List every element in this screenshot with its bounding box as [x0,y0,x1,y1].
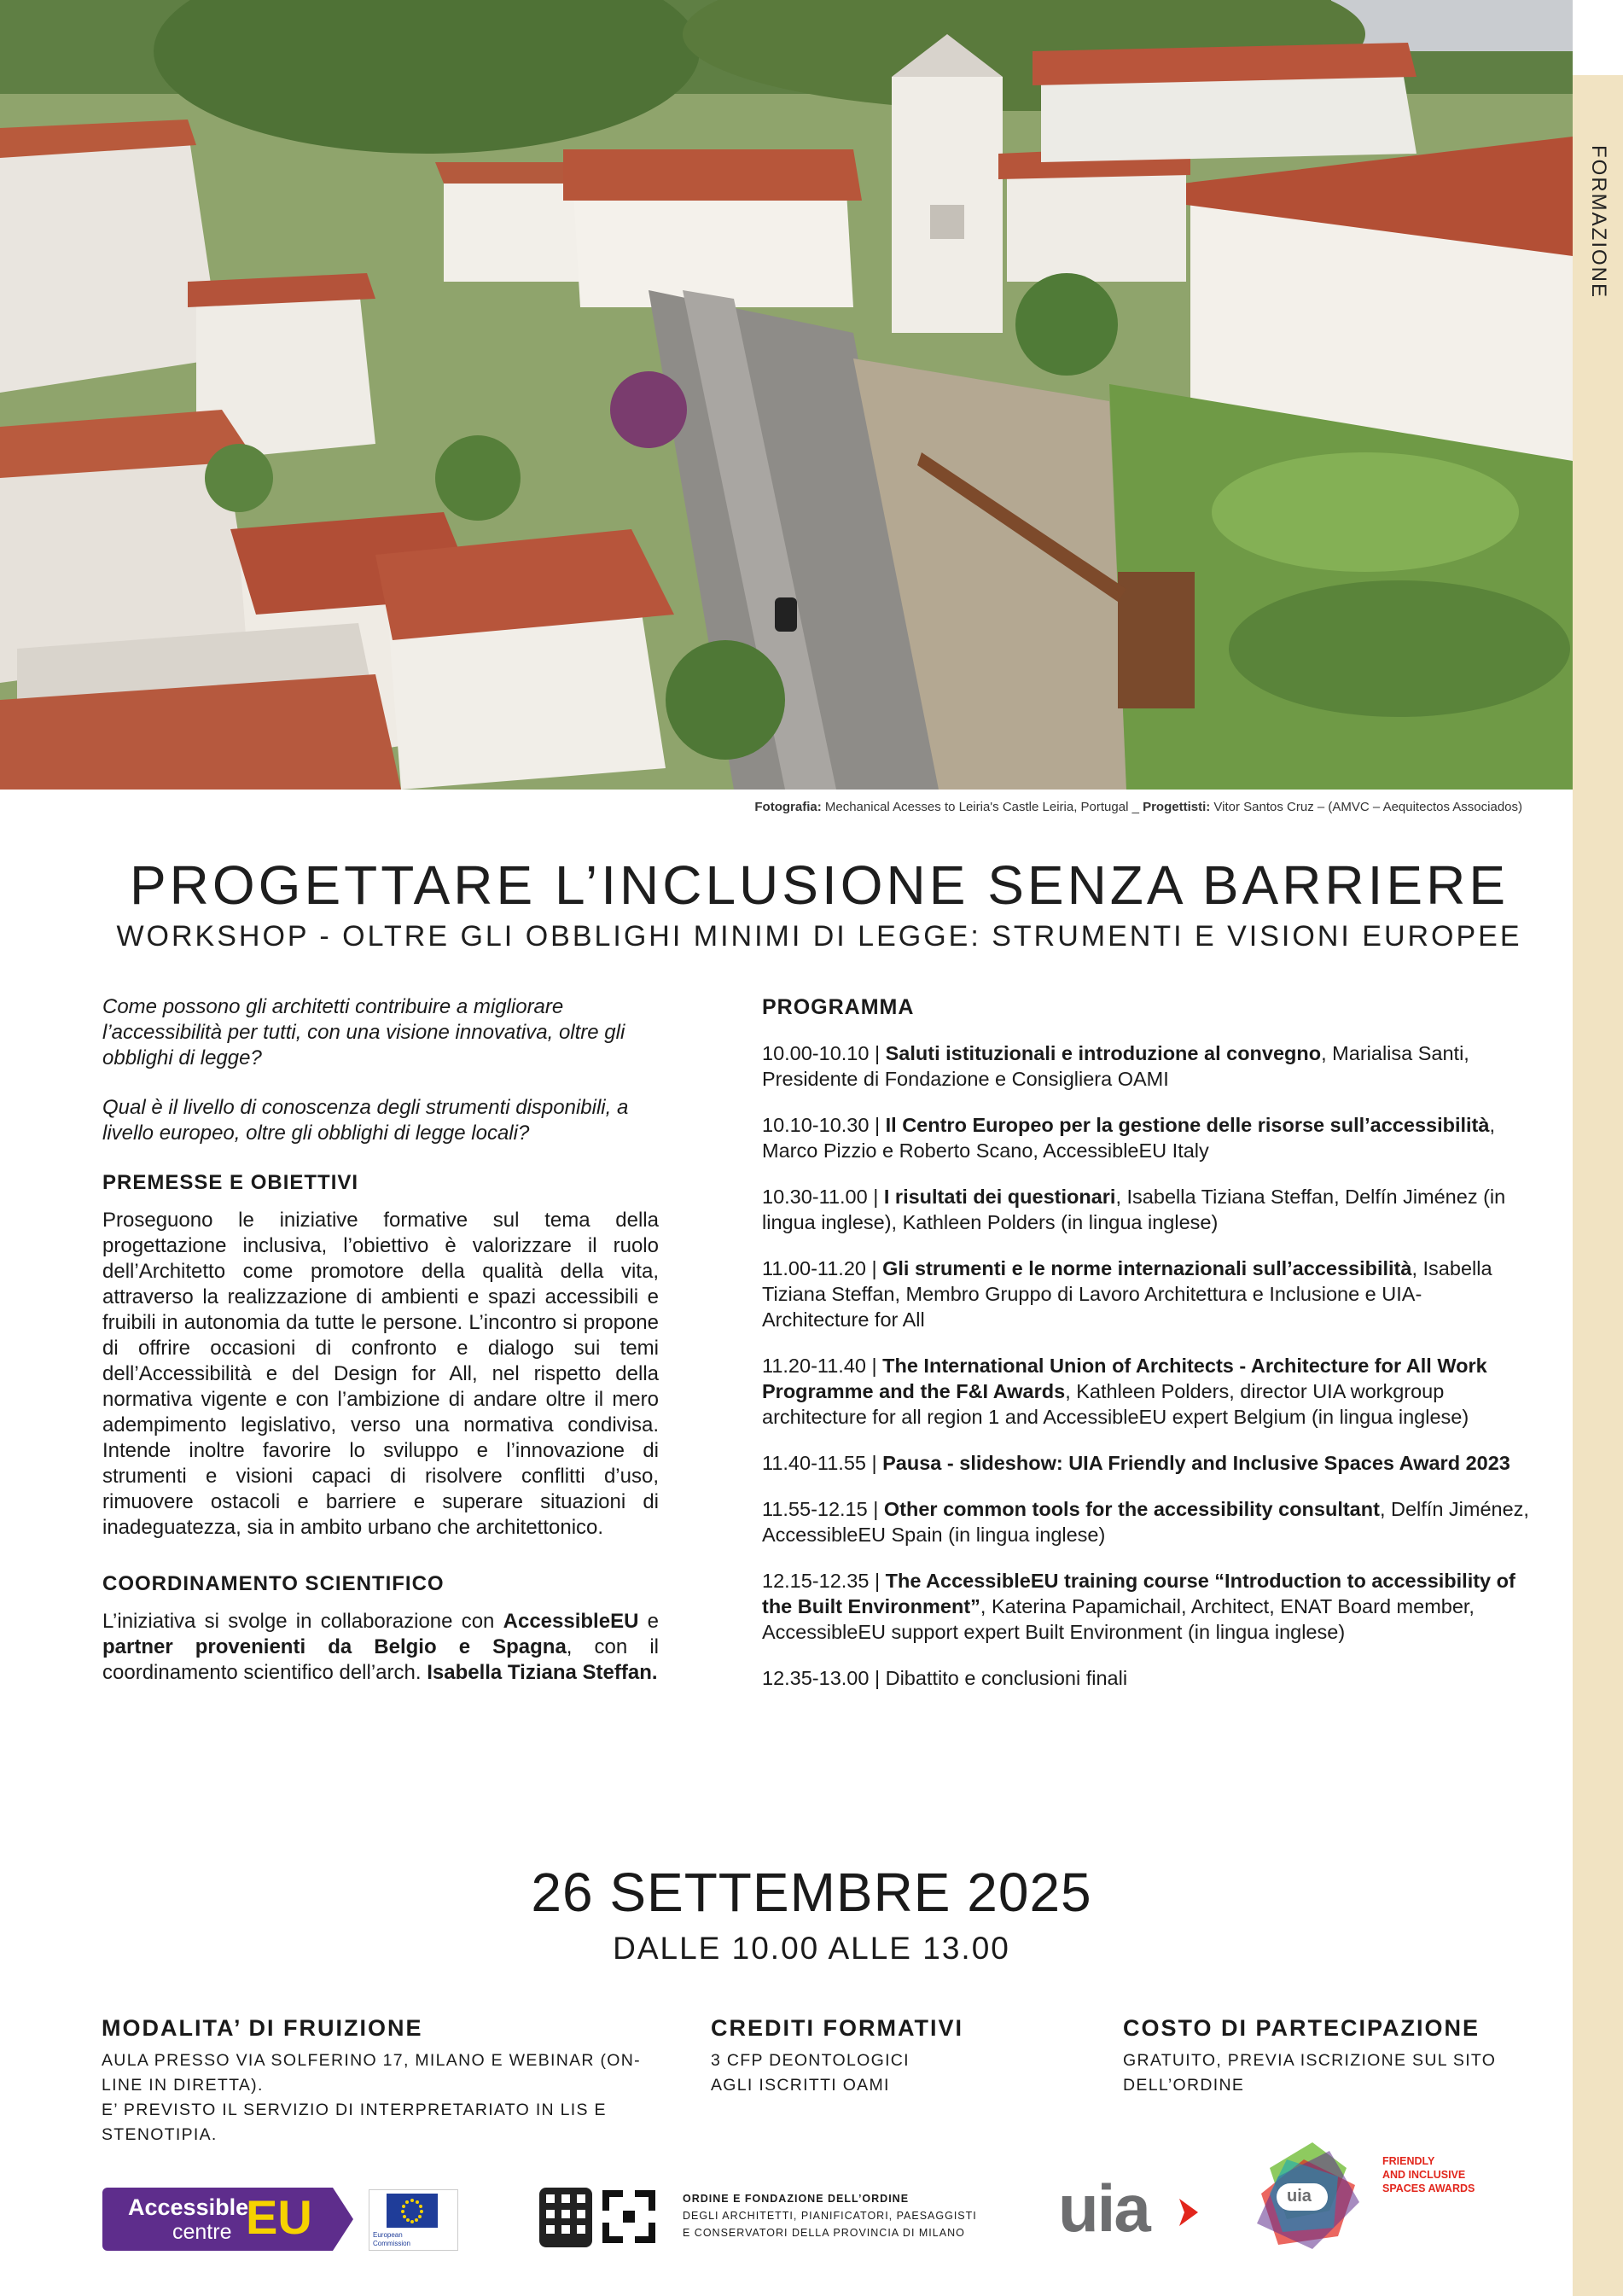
left-column [102,994,659,1686]
programma-item [762,1040,1530,1092]
prog-time: 10.10-10.30 | [762,1114,886,1136]
prog-speakers: , Delfín Jiménez, AccessibleEU Spain (in lingua inglese) [762,1498,1529,1546]
coord-bold-3: Isabella Tiziana Steffan. [427,1661,658,1684]
crediti-line: AGLI ISCRITTI OAMI [711,2076,890,2095]
ordine-line-1: ORDINE E FONDAZIONE DELL’ORDINE [683,2193,910,2205]
prog-time: 11.40-11.55 | [762,1452,883,1474]
leiria-town-illustration [0,0,1573,790]
costo-line: DELL’ORDINE [1123,2076,1245,2095]
prog-time: 12.35-13.00 | [762,1667,886,1689]
programma-item [762,1568,1530,1645]
modalita-line: LINE IN DIRETTA). [102,2076,264,2095]
uia-chevron-icon [1176,2195,1201,2229]
badge-arrow [333,2188,353,2251]
prog-speakers: Dibattito e conclusioni finali [885,1667,1128,1689]
coord-text-2: e [638,1610,660,1633]
modalita-text [102,2048,648,2147]
prog-speakers: , Marialisa Santi, Presidente di Fondazione e Consigliera OAMI [762,1042,1469,1090]
modalita-heading: MODALITA’ DI FRUIZIONE [102,2015,423,2041]
fis-awards-text [1382,2154,1475,2195]
ordine-qr-icon [539,2188,599,2247]
fis-line-2: AND INCLUSIVE [1382,2169,1466,2181]
costo-heading: COSTO DI PARTECIPAZIONE [1123,2015,1480,2041]
fis-line-3: SPACES AWARDS [1382,2182,1475,2194]
programma-item [762,1353,1530,1430]
coord-text-1: L’iniziativa si svolge in collaborazione con [102,1610,503,1633]
costo-text [1123,2048,1533,2098]
accessible-word: Accessible [128,2194,249,2220]
fis-awards-logo [1253,2142,1526,2252]
prog-time: 12.15-12.35 | [762,1570,886,1592]
prog-time: 10.30-11.00 | [762,1186,884,1208]
caption-designers: Vitor Santos Cruz – (AMVC – Aequitectos Associados) [1210,800,1522,814]
prog-time: 11.20-11.40 | [762,1355,883,1377]
prog-title: Saluti istituzionali e introduzione al convegno [885,1042,1322,1064]
programma-heading: PROGRAMMA [762,995,915,1019]
prog-time: 11.55-12.15 | [762,1498,884,1520]
qr-code-icon [539,2188,592,2247]
premesse-heading: PREMESSE E OBIETTIVI [102,1171,359,1194]
eu-word: EU [246,2190,312,2244]
ordine-text-logo [683,2190,1041,2241]
european-commission-logo [369,2189,458,2251]
eu-flag-icon [387,2194,438,2228]
prog-time: 11.00-11.20 | [762,1257,883,1279]
crediti-line: 3 CFP DEONTOLOGICI [711,2051,910,2070]
modalita-line: STENOTIPIA. [102,2125,218,2144]
caption-photo-text: Mechanical Acesses to Leiria's Castle Leiria, Portugal _ [821,800,1143,814]
programma-item [762,1496,1530,1547]
prog-time: 10.00-10.10 | [762,1042,886,1064]
prog-speakers: , Marco Pizzio e Roberto Scano, AccessibleEU Italy [762,1114,1495,1162]
event-time: DALLE 10.00 ALLE 13.00 [613,1931,1010,1966]
crediti-text [711,2048,1018,2098]
prog-title: I risultati dei questionari [883,1186,1116,1208]
programma-item [762,1450,1530,1476]
modalita-line: AULA PRESSO VIA SOLFERINO 17, MILANO E WEBINAR (ON- [102,2051,641,2070]
prog-title: Il Centro Europeo per la gestione delle risorse sull’accessibilità [885,1114,1490,1136]
coord-bold-1: AccessibleEU [503,1610,639,1633]
prog-title: Other common tools for the accessibility consultant [883,1498,1380,1520]
prog-title: The AccessibleEU training course “Introduction to accessibility of the Built Environment” [762,1570,1515,1617]
caption-prefix: Fotografia: [754,800,822,814]
programma-item [762,1184,1530,1235]
side-label-text: FORMAZIONE [1586,145,1610,299]
ec-label-1: European [373,2231,403,2239]
prog-speakers: , Isabella Tiziana Steffan, Membro Gruppo di Lavoro Architettura e Inclusione e UIA- Architecture for All [762,1257,1492,1331]
prog-title: Pausa - slideshow: UIA Friendly and Inclusive Spaces Award 2023 [882,1452,1510,1474]
page-title: PROGETTARE L’INCLUSIONE SENZA BARRIERE [129,854,1510,916]
intro-question-2: Qual è il livello di conoscenza degli strumenti disponibili, a livello europeo, oltre gli obblighi di legge locali? [102,1096,629,1145]
costo-line: GRATUITO, PREVIA ISCRIZIONE SUL SITO [1123,2051,1497,2070]
hero-photo [0,0,1573,790]
coord-text-3: , con il coordinamento scientifico dell’arch. [102,1635,659,1684]
programma-item [762,1256,1530,1332]
ec-label-2: Commission [373,2240,411,2247]
modalita-line: E’ PREVISTO IL SERVIZIO DI INTERPRETARIATO IN LIS E [102,2101,607,2119]
uia-logo [1058,2171,1212,2246]
fis-uia-mini: uia [1287,2187,1312,2206]
ordine-line-2: DEGLI ARCHITETTI, PIANIFICATORI, PAESAGGISTI [683,2210,977,2222]
coordinamento-heading: COORDINAMENTO SCIENTIFICO [102,1572,445,1595]
crediti-heading: CREDITI FORMATIVI [711,2015,963,2041]
prog-title: Gli strumenti e le norme internazionali sull’accessibilità [882,1257,1412,1279]
prog-speakers: , Isabella Tiziana Steffan, Delfín Jiménez (in lingua inglese), Kathleen Polders (in lingua inglese) [762,1186,1506,1233]
prog-speakers: , Katerina Papamichail, Architect, ENAT Board member, AccessibleEU support expert Built Environment (in lingua inglese) [762,1595,1475,1643]
fis-line-1: FRIENDLY [1382,2155,1435,2167]
accessible-eu-logo [102,2188,457,2251]
photo-caption [754,800,1522,814]
programma-item [762,1112,1530,1163]
page-subtitle: WORKSHOP - OLTRE GLI OBBLIGHI MINIMI DI LEGGE: STRUMENTI E VISIONI EUROPEE [116,920,1522,953]
coord-bold-2: partner provenienti da Belgio e Spagna [102,1635,567,1658]
centre-word: centre [172,2220,232,2244]
ordine-cross-icon [602,2190,655,2243]
ordine-symbol [602,2190,655,2243]
prog-speakers: , Kathleen Polders, director UIA workgroup architecture for all region 1 and AccessibleEU expert Belgium (in lingua inglese) [762,1380,1469,1428]
programma-item [762,1665,1530,1691]
side-label [1573,128,1623,316]
intro-question-1: Come possono gli architetti contribuire a migliorare l’accessibilità per tutti, con una visione innovativa, oltre gli obblighi di legge? [102,995,625,1069]
premesse-text: Proseguono le iniziative formative sul tema della progettazione inclusiva, l’obiettivo è valorizzare il ruolo dell’Architetto come promotore della qualità della vita, attraverso la realizzazione di ambienti e spazi accessibili e fruibili in autonomia da tutte le persone. L’incontro si propone di offrire occasioni di confronto e dialogo sui temi dell’Accessibilità e del Design for All, nel rispetto della normativa vigente e con l’ambizione di andare oltre il mero adempimento legislativo, verso una normativa condivisa. Intende inoltre favorire lo sviluppo e l’innovazione di strumenti e visioni capaci di risolvere conflitti d’uso, rimuovere ostacoli e barriere e superare situazioni di inadeguatezza, sia in ambito urbano che architettonico. [102,1209,659,1539]
ordine-line-3: E CONSERVATORI DELLA PROVINCIA DI MILANO [683,2227,965,2239]
caption-designers-label: Progettisti: [1143,800,1211,814]
programma-column [762,994,1530,1711]
uia-word: uia [1058,2171,1149,2246]
prog-title: The International Union of Architects - Architecture for All Work Programme and the F&I Awards [762,1355,1487,1402]
coordinamento-text [102,1609,659,1686]
event-date: 26 SETTEMBRE 2025 [531,1862,1092,1923]
